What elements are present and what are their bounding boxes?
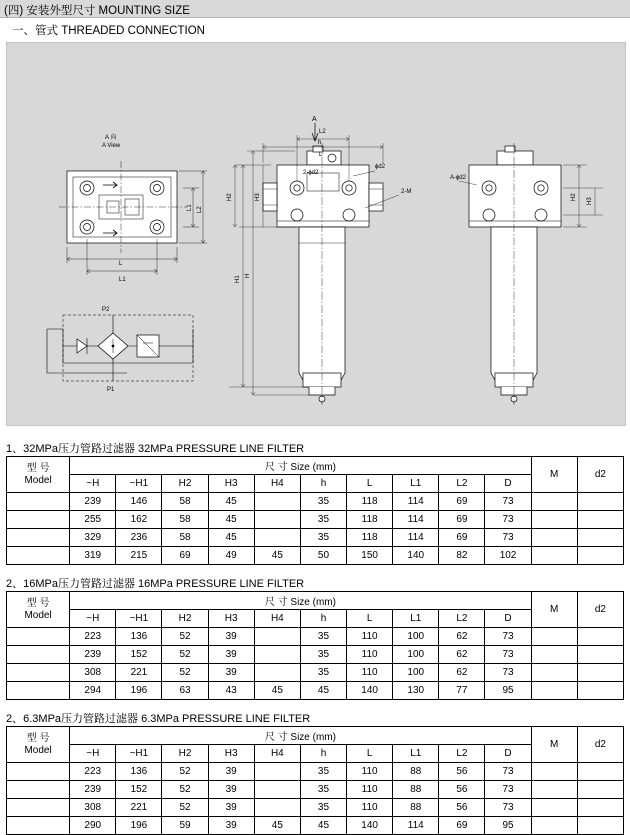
cell-h3: 39	[208, 763, 254, 781]
cell-h3: 39	[208, 781, 254, 799]
cell-h1: 146	[116, 493, 162, 511]
table-row	[7, 817, 624, 835]
header-size-group: 尺 寸 Size (mm)	[70, 592, 531, 610]
header-l2: L2	[439, 745, 485, 763]
cell-l: 110	[347, 763, 393, 781]
cell-model	[7, 799, 70, 817]
cell-l1: 140	[393, 547, 439, 565]
cell-hs: 35	[300, 799, 346, 817]
cell-d: 95	[485, 817, 531, 835]
cell-hs: 50	[300, 547, 346, 565]
svg-text:2-ɸd2: 2-ɸd2	[303, 170, 319, 176]
cell-h4	[254, 799, 300, 817]
table-row	[7, 799, 624, 817]
header-model: 型 号 Model	[7, 592, 70, 628]
cell-l1: 114	[393, 529, 439, 547]
cell-d2	[577, 529, 623, 547]
svg-text:H3: H3	[587, 197, 593, 205]
cell-h2: 52	[162, 646, 208, 664]
cell-m	[531, 664, 577, 682]
svg-text:L2: L2	[319, 129, 326, 135]
cell-h1: 152	[116, 646, 162, 664]
table-subheader-row	[7, 475, 624, 493]
header-h-small: h	[300, 475, 346, 493]
svg-text:L1: L1	[119, 277, 126, 283]
cell-m	[531, 511, 577, 529]
header-h1: ~H1	[116, 745, 162, 763]
cell-hs: 35	[300, 511, 346, 529]
cell-h2: 59	[162, 817, 208, 835]
cell-l1: 88	[393, 763, 439, 781]
cell-h: 308	[70, 664, 116, 682]
cell-m	[531, 763, 577, 781]
header-d2: d2	[577, 592, 623, 628]
cell-h1: 152	[116, 781, 162, 799]
header-d2: d2	[577, 457, 623, 493]
cell-l: 118	[347, 529, 393, 547]
cell-model	[7, 682, 70, 700]
cell-l: 110	[347, 781, 393, 799]
cell-l1: 88	[393, 781, 439, 799]
cell-d2	[577, 799, 623, 817]
cell-h: 239	[70, 646, 116, 664]
cell-m	[531, 646, 577, 664]
cell-h3: 45	[208, 529, 254, 547]
cell-h2: 52	[162, 628, 208, 646]
cell-h2: 69	[162, 547, 208, 565]
cell-l2: 69	[439, 493, 485, 511]
svg-text:H: H	[245, 273, 251, 278]
cell-hs: 45	[300, 817, 346, 835]
cell-d2	[577, 511, 623, 529]
header-l1: L1	[393, 475, 439, 493]
header-h-small: h	[300, 745, 346, 763]
cell-h3: 49	[208, 547, 254, 565]
svg-text:P2: P2	[102, 307, 110, 313]
svg-text:H3: H3	[255, 193, 261, 201]
svg-text:h: h	[318, 140, 322, 146]
cell-d2	[577, 493, 623, 511]
cell-h1: 196	[116, 682, 162, 700]
cell-h1: 215	[116, 547, 162, 565]
cell-l: 118	[347, 493, 393, 511]
cell-h4	[254, 493, 300, 511]
cell-h3: 45	[208, 511, 254, 529]
header-h2: H2	[162, 610, 208, 628]
cell-d2	[577, 763, 623, 781]
cell-l2: 62	[439, 646, 485, 664]
cell-hs: 35	[300, 628, 346, 646]
cell-l2: 62	[439, 664, 485, 682]
cell-m	[531, 493, 577, 511]
header-m: M	[531, 457, 577, 493]
cell-l: 110	[347, 664, 393, 682]
cell-hs: 35	[300, 529, 346, 547]
table-subheader-row	[7, 745, 624, 763]
cell-h: 239	[70, 781, 116, 799]
cell-h3: 39	[208, 646, 254, 664]
cell-hs: 35	[300, 781, 346, 799]
cell-model	[7, 547, 70, 565]
cell-model	[7, 493, 70, 511]
section-title-16mpa: 2、16MPa压力管路过滤器 16MPa PRESSURE LINE FILTER	[6, 578, 305, 590]
cell-l1: 114	[393, 493, 439, 511]
header-h4: H4	[254, 475, 300, 493]
cell-d: 73	[485, 529, 531, 547]
header-l1: L1	[393, 745, 439, 763]
svg-text:H2: H2	[227, 193, 233, 201]
cell-h2: 52	[162, 799, 208, 817]
cell-h4	[254, 763, 300, 781]
table-row	[7, 529, 624, 547]
cell-h: 239	[70, 493, 116, 511]
cell-d2	[577, 664, 623, 682]
cell-m	[531, 682, 577, 700]
header-l: L	[347, 475, 393, 493]
cell-hs: 45	[300, 682, 346, 700]
section-subtitle: 一、管式 THREADED CONNECTION	[12, 25, 205, 37]
cell-l: 110	[347, 646, 393, 664]
svg-text:H1: H1	[235, 275, 241, 283]
header-h-small: h	[300, 610, 346, 628]
header-h3: H3	[208, 475, 254, 493]
cell-d2	[577, 646, 623, 664]
cell-d: 73	[485, 799, 531, 817]
table-32mpa	[6, 456, 624, 565]
section-title-63mpa: 2、6.3MPa压力管路过滤器 6.3MPa PRESSURE LINE FILTER	[6, 713, 311, 725]
header-h1: ~H1	[116, 475, 162, 493]
table-row	[7, 628, 624, 646]
table-row	[7, 763, 624, 781]
svg-text:L: L	[119, 261, 123, 267]
header-h3: H3	[208, 610, 254, 628]
cell-d: 95	[485, 682, 531, 700]
cell-l1: 88	[393, 799, 439, 817]
page-title: (四) 安装外型尺寸 MOUNTING SIZE	[4, 5, 190, 17]
table-header-row	[7, 727, 624, 745]
cell-d: 73	[485, 781, 531, 799]
header-l: L	[347, 745, 393, 763]
cell-h2: 58	[162, 493, 208, 511]
svg-text:L: L	[319, 152, 323, 158]
table-row	[7, 664, 624, 682]
cell-d2	[577, 547, 623, 565]
cell-hs: 35	[300, 763, 346, 781]
header-h: ~H	[70, 745, 116, 763]
table-row	[7, 547, 624, 565]
cell-l1: 114	[393, 511, 439, 529]
cell-m	[531, 547, 577, 565]
svg-text:2-M: 2-M	[401, 189, 412, 195]
cell-l2: 69	[439, 511, 485, 529]
cell-h3: 39	[208, 664, 254, 682]
cell-l2: 56	[439, 799, 485, 817]
header-h4: H4	[254, 610, 300, 628]
cell-h4	[254, 628, 300, 646]
cell-h4	[254, 664, 300, 682]
cell-h1: 162	[116, 511, 162, 529]
cell-model	[7, 781, 70, 799]
cell-model	[7, 646, 70, 664]
header-h: ~H	[70, 475, 116, 493]
cell-l: 110	[347, 799, 393, 817]
svg-text:A-ɸd2: A-ɸd2	[450, 175, 466, 181]
cell-l2: 69	[439, 817, 485, 835]
header-size-group: 尺 寸 Size (mm)	[70, 727, 531, 745]
cell-h1: 196	[116, 817, 162, 835]
cell-l2: 69	[439, 529, 485, 547]
cell-l1: 130	[393, 682, 439, 700]
header-h3: H3	[208, 745, 254, 763]
cell-h: 308	[70, 799, 116, 817]
cell-h3: 39	[208, 817, 254, 835]
cell-h1: 136	[116, 763, 162, 781]
section-title-32mpa: 1、32MPa压力管路过滤器 32MPa PRESSURE LINE FILTER	[6, 443, 305, 455]
cell-h4	[254, 511, 300, 529]
header-d: D	[485, 745, 531, 763]
cell-d: 102	[485, 547, 531, 565]
label-a-view-en: A View	[102, 143, 121, 149]
cell-h2: 52	[162, 664, 208, 682]
cell-h: 294	[70, 682, 116, 700]
cell-model	[7, 763, 70, 781]
cell-h: 319	[70, 547, 116, 565]
table-16mpa	[6, 591, 624, 700]
cell-h: 223	[70, 763, 116, 781]
cell-h4: 45	[254, 817, 300, 835]
cell-d2	[577, 817, 623, 835]
header-l2: L2	[439, 610, 485, 628]
table-row	[7, 493, 624, 511]
cell-l2: 82	[439, 547, 485, 565]
cell-h2: 52	[162, 781, 208, 799]
cell-h2: 52	[162, 763, 208, 781]
cell-m	[531, 781, 577, 799]
cell-d: 73	[485, 763, 531, 781]
cell-l1: 100	[393, 646, 439, 664]
cell-model	[7, 628, 70, 646]
header-d2: d2	[577, 727, 623, 763]
cell-h4: 45	[254, 547, 300, 565]
cell-h: 255	[70, 511, 116, 529]
cell-m	[531, 799, 577, 817]
cell-d2	[577, 628, 623, 646]
header-m: M	[531, 592, 577, 628]
cell-l1: 114	[393, 817, 439, 835]
cell-h: 329	[70, 529, 116, 547]
cell-h: 290	[70, 817, 116, 835]
cell-l2: 62	[439, 628, 485, 646]
cell-l2: 56	[439, 763, 485, 781]
cell-h4	[254, 781, 300, 799]
header-d: D	[485, 475, 531, 493]
cell-h2: 63	[162, 682, 208, 700]
cell-l: 118	[347, 511, 393, 529]
cell-hs: 35	[300, 664, 346, 682]
mounting-drawing	[6, 42, 626, 426]
cell-h3: 39	[208, 799, 254, 817]
table-row	[7, 781, 624, 799]
svg-text:L1: L1	[187, 204, 193, 211]
table-row	[7, 682, 624, 700]
svg-text:P1: P1	[107, 387, 115, 393]
header-h2: H2	[162, 745, 208, 763]
cell-l1: 100	[393, 664, 439, 682]
table-row	[7, 511, 624, 529]
cell-model	[7, 511, 70, 529]
cell-d2	[577, 781, 623, 799]
cell-h: 223	[70, 628, 116, 646]
cell-h1: 221	[116, 799, 162, 817]
label-a-arrow: A	[312, 116, 317, 123]
header-h1: ~H1	[116, 610, 162, 628]
cell-l2: 77	[439, 682, 485, 700]
cell-d2	[577, 682, 623, 700]
cell-l1: 100	[393, 628, 439, 646]
svg-text:H2: H2	[571, 193, 577, 201]
cell-d: 73	[485, 628, 531, 646]
table-63mpa	[6, 726, 624, 835]
cell-h1: 221	[116, 664, 162, 682]
cell-h4: 45	[254, 682, 300, 700]
cell-m	[531, 628, 577, 646]
cell-h2: 58	[162, 529, 208, 547]
cell-m	[531, 529, 577, 547]
header-d: D	[485, 610, 531, 628]
svg-text:ɸd2: ɸd2	[375, 164, 385, 170]
header-m: M	[531, 727, 577, 763]
header-l1: L1	[393, 610, 439, 628]
label-a-view-cn: A 向	[105, 135, 117, 141]
cell-d: 73	[485, 664, 531, 682]
cell-d: 73	[485, 511, 531, 529]
cell-h3: 43	[208, 682, 254, 700]
table-subheader-row	[7, 610, 624, 628]
cell-d: 73	[485, 493, 531, 511]
cell-hs: 35	[300, 493, 346, 511]
cell-l: 110	[347, 628, 393, 646]
cell-l2: 56	[439, 781, 485, 799]
cell-h1: 236	[116, 529, 162, 547]
cell-h3: 39	[208, 628, 254, 646]
header-model: 型 号 Model	[7, 457, 70, 493]
header-l2: L2	[439, 475, 485, 493]
cell-h3: 45	[208, 493, 254, 511]
cell-l: 140	[347, 682, 393, 700]
cell-model	[7, 817, 70, 835]
header-h4: H4	[254, 745, 300, 763]
cell-model	[7, 529, 70, 547]
cell-h4	[254, 529, 300, 547]
cell-model	[7, 664, 70, 682]
table-row	[7, 646, 624, 664]
header-h2: H2	[162, 475, 208, 493]
table-header-row	[7, 592, 624, 610]
header-model: 型 号 Model	[7, 727, 70, 763]
cell-h4	[254, 646, 300, 664]
table-header-row	[7, 457, 624, 475]
cell-d: 73	[485, 646, 531, 664]
header-l: L	[347, 610, 393, 628]
cell-l: 150	[347, 547, 393, 565]
cell-h2: 58	[162, 511, 208, 529]
header-size-group: 尺 寸 Size (mm)	[70, 457, 531, 475]
cell-h1: 136	[116, 628, 162, 646]
header-h: ~H	[70, 610, 116, 628]
svg-text:L2: L2	[197, 206, 203, 213]
cell-m	[531, 817, 577, 835]
cell-l: 140	[347, 817, 393, 835]
cell-hs: 35	[300, 646, 346, 664]
